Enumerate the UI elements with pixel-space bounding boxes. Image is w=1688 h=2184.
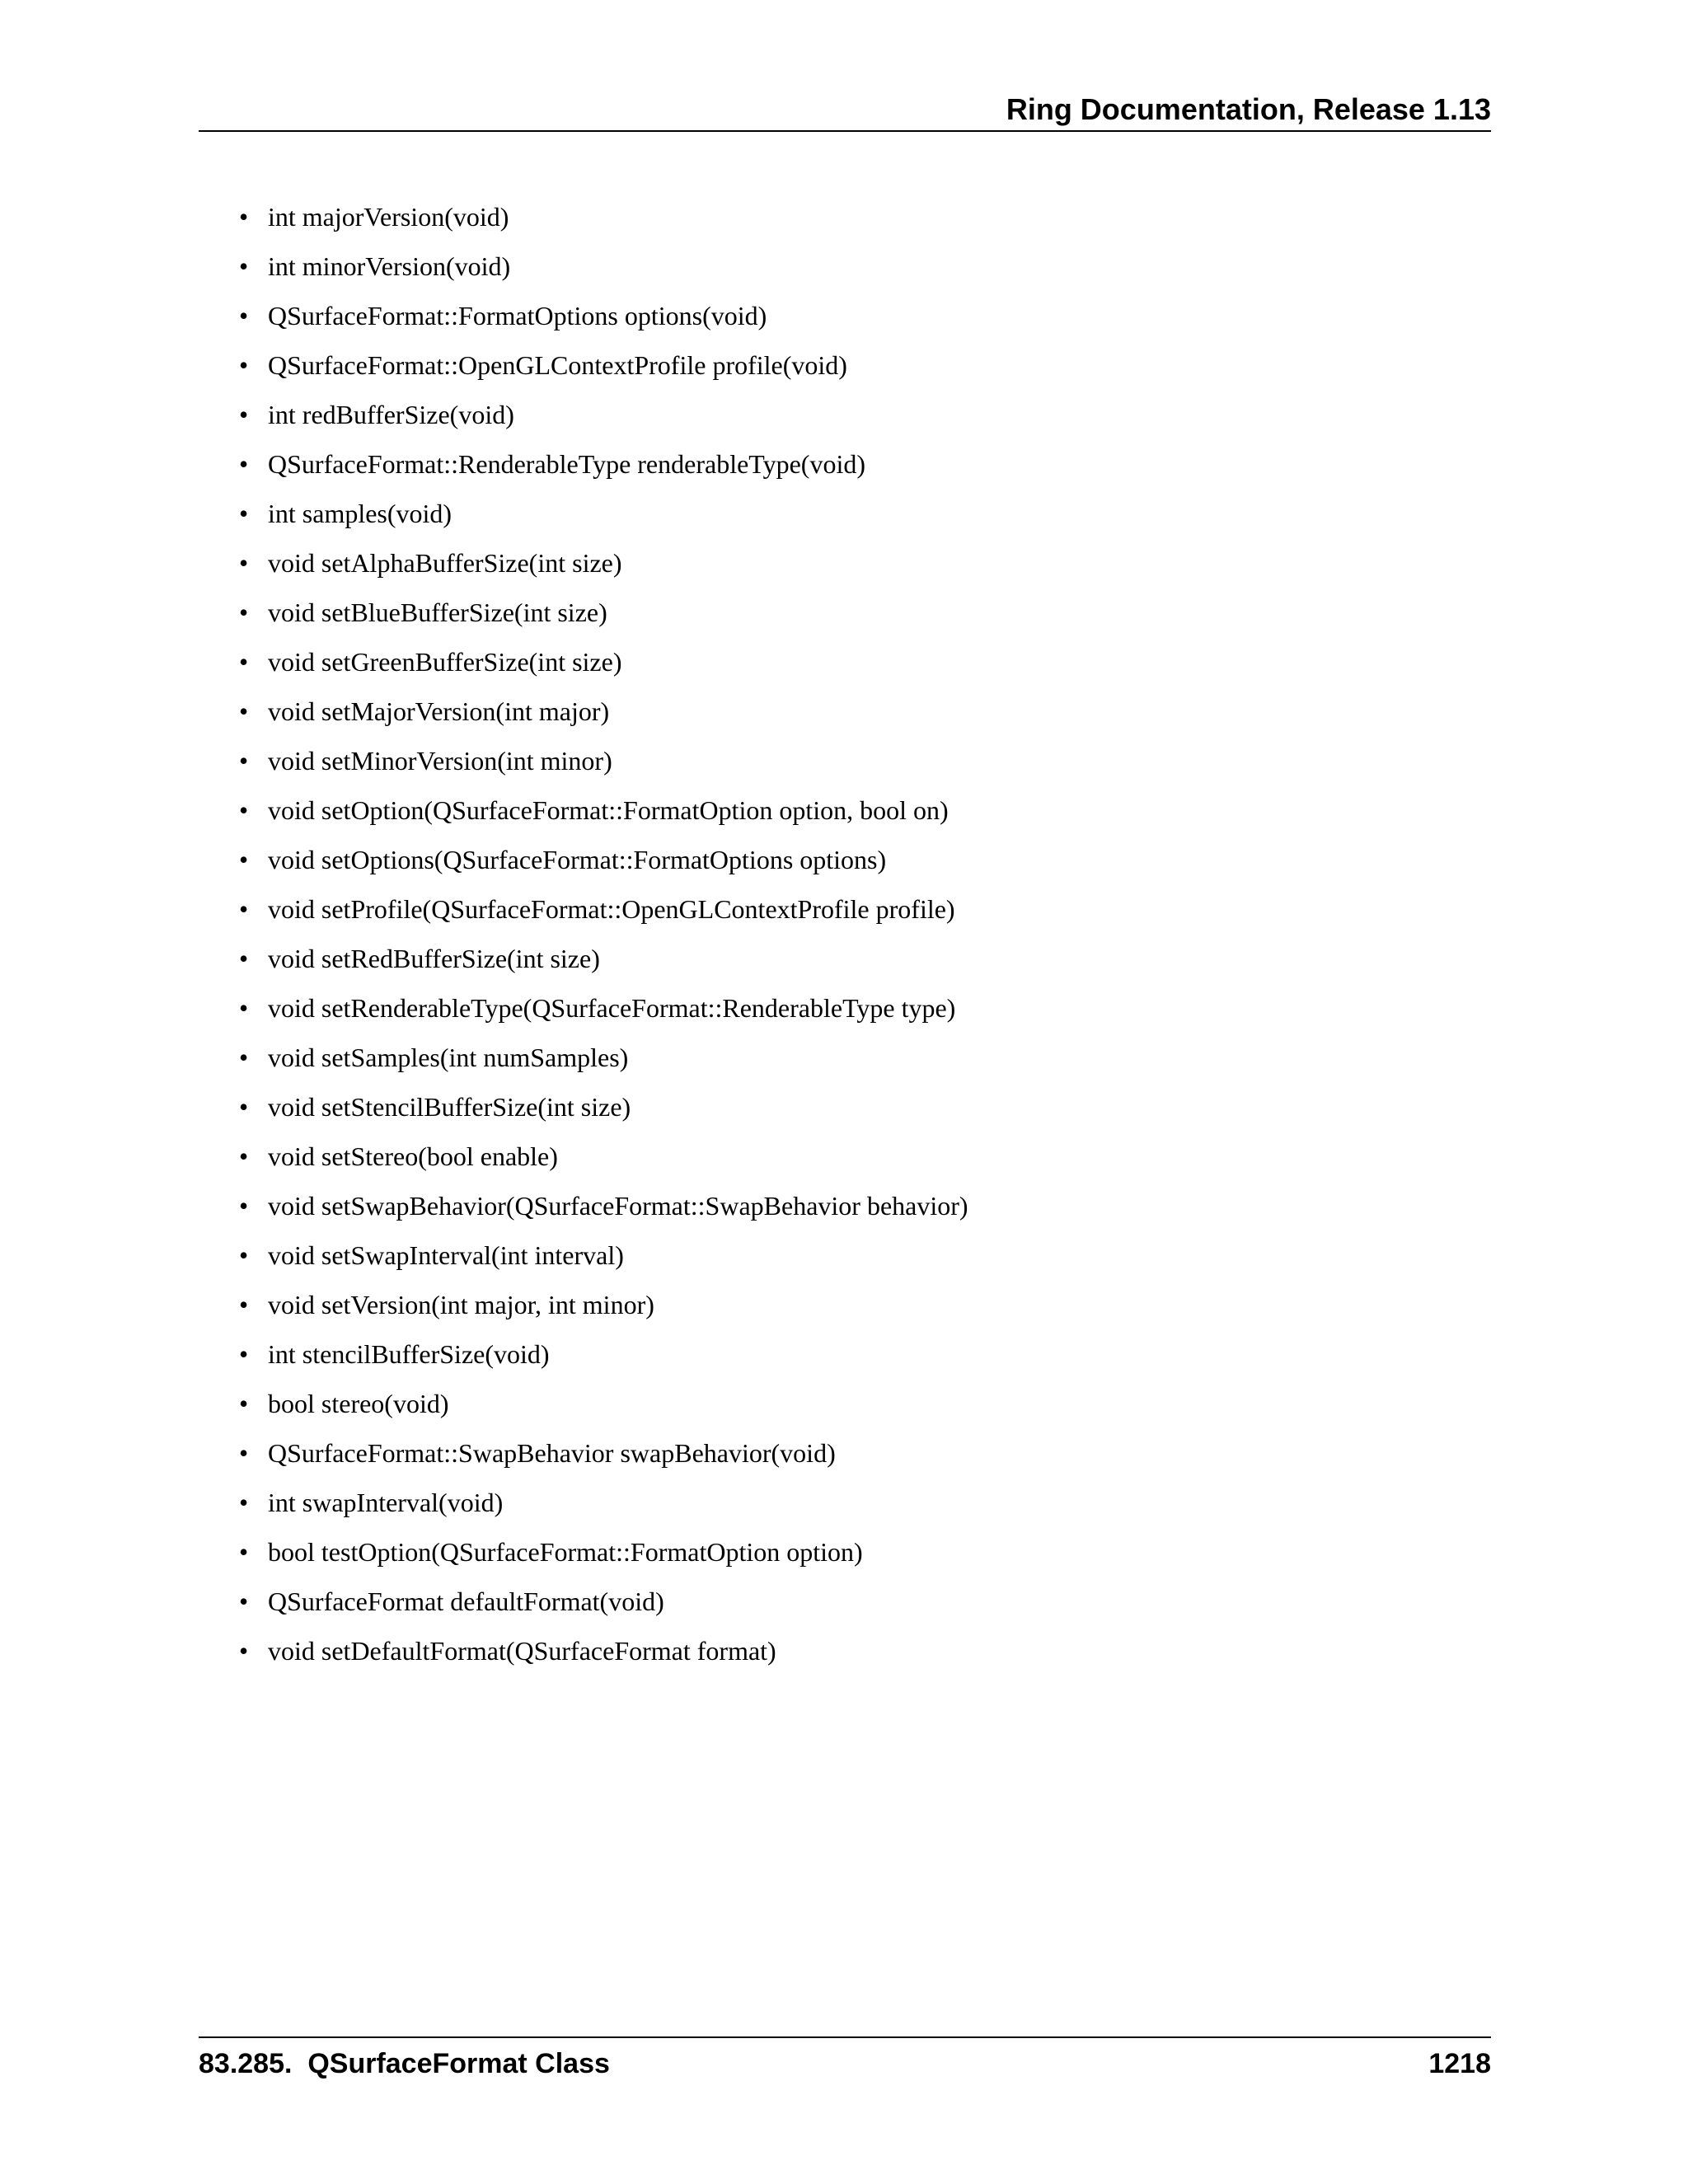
bullet-icon: • [239, 350, 249, 380]
bullet-icon: • [239, 251, 249, 281]
method-signature: int swapInterval(void) [268, 1488, 504, 1517]
bullet-icon: • [239, 894, 249, 924]
list-item [239, 1329, 1475, 1379]
method-signature: bool stereo(void) [268, 1389, 449, 1418]
bullet-icon: • [239, 1141, 249, 1171]
list-item [239, 1280, 1475, 1329]
method-signature: int redBufferSize(void) [268, 400, 514, 429]
bullet-icon: • [239, 1240, 249, 1270]
method-signature: void setOptions(QSurfaceFormat::FormatOptions options) [268, 845, 887, 874]
bullet-icon: • [239, 696, 249, 726]
list-item [239, 1626, 1475, 1675]
method-signature: void setMajorVersion(int major) [268, 696, 610, 726]
bullet-icon: • [239, 400, 249, 429]
method-signature: void setBlueBufferSize(int size) [268, 598, 607, 627]
list-item [239, 835, 1475, 884]
bullet-icon: • [239, 944, 249, 973]
method-signature: void setSamples(int numSamples) [268, 1043, 629, 1072]
method-signature: int samples(void) [268, 499, 452, 528]
page-header [199, 89, 1491, 130]
list-item [239, 1527, 1475, 1577]
document-title: Ring Documentation, Release 1.13 [1006, 92, 1491, 126]
bullet-icon: • [239, 1488, 249, 1517]
method-signature: void setStereo(bool enable) [268, 1141, 558, 1171]
list-item [239, 1082, 1475, 1132]
method-signature: void setMinorVersion(int minor) [268, 746, 612, 776]
method-signature: void setGreenBufferSize(int size) [268, 647, 622, 677]
list-item [239, 736, 1475, 785]
bullet-icon: • [239, 1092, 249, 1122]
method-signature: QSurfaceFormat::FormatOptions options(void) [268, 301, 767, 330]
list-item [239, 637, 1475, 687]
list-item [239, 241, 1475, 291]
bullet-icon: • [239, 795, 249, 825]
list-item [239, 687, 1475, 736]
bullet-icon: • [239, 1191, 249, 1221]
method-signature: int majorVersion(void) [268, 202, 509, 232]
list-item [239, 1230, 1475, 1280]
bullet-icon: • [239, 1537, 249, 1567]
method-signature: QSurfaceFormat::SwapBehavior swapBehavior(void) [268, 1438, 836, 1468]
list-item [239, 785, 1475, 835]
bullet-icon: • [239, 1290, 249, 1319]
bullet-icon: • [239, 746, 249, 776]
list-item [239, 538, 1475, 588]
list-item [239, 983, 1475, 1033]
list-item [239, 934, 1475, 983]
bullet-icon: • [239, 1339, 249, 1369]
section-title: 83.285. QSurfaceFormat Class [199, 2048, 610, 2079]
method-signature: void setVersion(int major, int minor) [268, 1290, 654, 1319]
page-footer [199, 2043, 1491, 2084]
bullet-icon: • [239, 845, 249, 874]
bullet-icon: • [239, 647, 249, 677]
bullet-icon: • [239, 202, 249, 232]
list-item [239, 291, 1475, 340]
list-item [239, 340, 1475, 390]
list-item [239, 1181, 1475, 1230]
list-item [239, 1379, 1475, 1428]
bullet-icon: • [239, 499, 249, 528]
page-content [239, 192, 1475, 1675]
page-number: 1218 [1428, 2048, 1491, 2079]
list-item [239, 588, 1475, 637]
method-signature: void setSwapInterval(int interval) [268, 1240, 624, 1270]
method-signature: QSurfaceFormat defaultFormat(void) [268, 1586, 664, 1616]
list-item [239, 1577, 1475, 1626]
list-item [239, 1033, 1475, 1082]
method-signature: void setStencilBufferSize(int size) [268, 1092, 631, 1122]
list-item [239, 390, 1475, 439]
bullet-icon: • [239, 1586, 249, 1616]
bullet-icon: • [239, 1636, 249, 1666]
bullet-icon: • [239, 301, 249, 330]
bullet-icon: • [239, 598, 249, 627]
bullet-icon: • [239, 1043, 249, 1072]
bullet-icon: • [239, 993, 249, 1023]
method-signature: QSurfaceFormat::OpenGLContextProfile profile(void) [268, 350, 847, 380]
method-signature: void setSwapBehavior(QSurfaceFormat::SwapBehavior behavior) [268, 1191, 968, 1221]
method-signature: int stencilBufferSize(void) [268, 1339, 550, 1369]
method-signature: bool testOption(QSurfaceFormat::FormatOption option) [268, 1537, 863, 1567]
list-item [239, 1428, 1475, 1478]
list-item [239, 884, 1475, 934]
method-signature: QSurfaceFormat::RenderableType renderableType(void) [268, 449, 865, 479]
list-item [239, 1478, 1475, 1527]
method-list [239, 192, 1475, 1675]
method-signature: void setDefaultFormat(QSurfaceFormat format) [268, 1636, 776, 1666]
method-signature: int minorVersion(void) [268, 251, 511, 281]
method-signature: void setProfile(QSurfaceFormat::OpenGLContextProfile profile) [268, 894, 955, 924]
method-signature: void setRenderableType(QSurfaceFormat::RenderableType type) [268, 993, 956, 1023]
bullet-icon: • [239, 449, 249, 479]
list-item [239, 489, 1475, 538]
footer-rule [199, 2036, 1491, 2038]
list-item [239, 439, 1475, 489]
bullet-icon: • [239, 548, 249, 578]
bullet-icon: • [239, 1389, 249, 1418]
bullet-icon: • [239, 1438, 249, 1468]
header-rule [199, 130, 1491, 132]
method-signature: void setAlphaBufferSize(int size) [268, 548, 622, 578]
list-item [239, 192, 1475, 241]
list-item [239, 1132, 1475, 1181]
method-signature: void setOption(QSurfaceFormat::FormatOption option, bool on) [268, 795, 949, 825]
method-signature: void setRedBufferSize(int size) [268, 944, 600, 973]
